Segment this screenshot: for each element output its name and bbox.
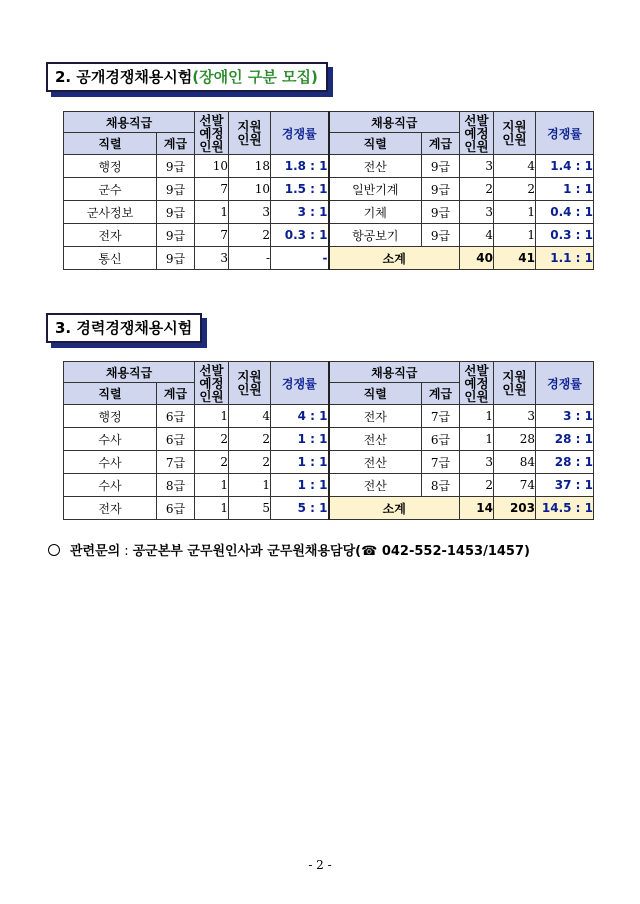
table-cell: 2 [229,224,271,247]
subtotal-label: 소계 [329,497,460,520]
table-cell: 0.4 : 1 [536,201,594,224]
table-cell: - [229,247,271,270]
header-text-line: 인원 [199,138,224,154]
table-cell: 9급 [157,178,195,201]
inquiry-text: 공군본부 군무원인사과 군무원채용담당(☎ 042-552-1453/1457) [132,544,530,559]
subtotal-applicants: 41 [494,247,536,270]
inquiry-separator: : [124,544,129,559]
table-cell: 전산 [329,428,422,451]
table-cell: 2 [195,451,229,474]
table-row [64,474,594,497]
header-applicants [229,112,271,155]
header-text-line: 인원 [199,388,224,404]
table-cell: 일반기계 [329,178,422,201]
header-job-grade: 채용직급 [64,362,195,383]
table-row [64,405,594,428]
table-cell: 5 : 1 [271,497,329,520]
subtotal-ratio: 14.5 : 1 [536,497,594,520]
table-row [64,201,594,224]
header-applicants [229,362,271,405]
header-planned [195,112,229,155]
table-cell: 9급 [157,201,195,224]
header-text-line: 예정 [464,375,489,391]
table-cell: 7 [195,224,229,247]
table-cell: 1.4 : 1 [536,155,594,178]
inquiry-label: 관련문의 [70,544,121,559]
table-cell: 수사 [64,428,157,451]
header-grade: 계급 [157,383,195,405]
table-cell: 1 [195,474,229,497]
table-cell: 28 : 1 [536,428,594,451]
table-cell: 0.3 : 1 [271,224,329,247]
header-job-grade: 채용직급 [329,362,460,383]
table-cell: 1 [460,405,494,428]
table-cell: 2 [195,428,229,451]
table-cell: 3 : 1 [536,405,594,428]
header-competition: 경쟁률 [271,112,329,155]
header-competition: 경쟁률 [536,112,594,155]
subtotal-ratio: 1.1 : 1 [536,247,594,270]
header-series: 직렬 [329,133,422,155]
table-row [64,451,594,474]
table-cell: 9급 [157,224,195,247]
table-cell: 3 : 1 [271,201,329,224]
table-cell: 9급 [422,155,460,178]
header-grade: 계급 [422,133,460,155]
table-cell: 1 : 1 [271,474,329,497]
table-cell: 전자 [329,405,422,428]
table-cell: 0.3 : 1 [536,224,594,247]
table-cell: 1 [195,497,229,520]
header-text-line: 지원 [237,369,262,384]
table-row [64,178,594,201]
table-cell: 6급 [157,405,195,428]
header-text-line: 선발 [464,362,489,378]
circle-bullet-icon [48,544,60,556]
header-competition: 경쟁률 [536,362,594,405]
section-2-title-main: 2. 공개경쟁채용시험 [55,68,193,86]
header-series: 직렬 [64,133,157,155]
table-cell: 행정 [64,405,157,428]
table-cell: 2 [229,428,271,451]
table-cell: 2 [494,178,536,201]
table-row [64,224,594,247]
header-text-line: 인원 [464,388,489,404]
header-text-line: 예정 [199,375,224,391]
table-cell: 6급 [157,497,195,520]
table-cell: 전자 [64,497,157,520]
section-3-title: 3. 경력경쟁채용시험 [46,313,202,343]
table-cell: 7급 [157,451,195,474]
header-series: 직렬 [64,383,157,405]
table-cell: 3 [460,155,494,178]
table-cell: 7 [195,178,229,201]
table-cell: 10 [229,178,271,201]
section-2-title-highlight: (장애인 구분 모집) [192,68,318,86]
header-planned [460,112,494,155]
table-cell: 2 [229,451,271,474]
header-competition: 경쟁률 [271,362,329,405]
table-cell: 1 : 1 [271,428,329,451]
table-cell: 1 [229,474,271,497]
table-cell: 1 [195,405,229,428]
table-cell: 1 [460,428,494,451]
table-cell: 2 [460,474,494,497]
table-cell: 4 : 1 [271,405,329,428]
header-text-line: 인원 [502,132,527,147]
table-cell: 7급 [422,405,460,428]
table-cell: 8급 [422,474,460,497]
table-cell: 군수 [64,178,157,201]
header-series: 직렬 [329,383,422,405]
header-job-grade: 채용직급 [329,112,460,133]
table-cell: 3 [195,247,229,270]
table-cell: 1 [494,224,536,247]
table-open-competition [63,111,594,270]
table-cell: 8급 [157,474,195,497]
header-text-line: 인원 [237,132,262,147]
table-cell: 기체 [329,201,422,224]
table-cell: 1 [195,201,229,224]
table-cell: 37 : 1 [536,474,594,497]
header-text-line: 예정 [464,125,489,141]
header-text-line: 지원 [502,119,527,134]
table-cell: 1 [494,201,536,224]
table-cell: 항공보기 [329,224,422,247]
header-applicants [494,362,536,405]
header-grade: 계급 [157,133,195,155]
header-text-line: 인원 [237,382,262,397]
header-text-line: 인원 [464,138,489,154]
table-cell: 전산 [329,474,422,497]
header-text-line: 선발 [464,112,489,128]
header-text-line: 지원 [502,369,527,384]
table-cell: 군사정보 [64,201,157,224]
table-cell: 1 : 1 [536,178,594,201]
header-text-line: 선발 [199,362,224,378]
table-cell: 6급 [157,428,195,451]
inquiry-line [48,540,530,559]
table-cell: 84 [494,451,536,474]
subtotal-applicants: 203 [494,497,536,520]
table-cell: 28 : 1 [536,451,594,474]
table-cell: 전산 [329,155,422,178]
table-cell: 3 [460,451,494,474]
table-cell: 2 [460,178,494,201]
table-cell: 9급 [422,201,460,224]
table-cell: - [271,247,329,270]
table-cell: 4 [229,405,271,428]
table-cell: 1 : 1 [271,451,329,474]
header-grade: 계급 [422,383,460,405]
header-text-line: 인원 [502,382,527,397]
table-cell: 행정 [64,155,157,178]
table-cell: 통신 [64,247,157,270]
header-text-line: 지원 [237,119,262,134]
table-cell: 4 [460,224,494,247]
header-planned [460,362,494,405]
subtotal-planned: 14 [460,497,494,520]
header-planned [195,362,229,405]
table-row [64,155,594,178]
table-cell: 전산 [329,451,422,474]
subtotal-planned: 40 [460,247,494,270]
table-cell: 3 [460,201,494,224]
section-2-title [46,62,328,92]
table-cell: 4 [494,155,536,178]
table-career-competition [63,361,594,520]
table-cell: 수사 [64,451,157,474]
table-row [64,428,594,451]
table-cell: 수사 [64,474,157,497]
table-cell: 18 [229,155,271,178]
table-cell: 3 [229,201,271,224]
table-cell: 3 [494,405,536,428]
header-job-grade: 채용직급 [64,112,195,133]
table-cell: 74 [494,474,536,497]
table-cell: 1.8 : 1 [271,155,329,178]
table-cell: 9급 [157,247,195,270]
header-applicants [494,112,536,155]
page-number: - 2 - [308,858,332,872]
table-cell: 10 [195,155,229,178]
header-text-line: 예정 [199,125,224,141]
table-cell: 6급 [422,428,460,451]
table-cell: 5 [229,497,271,520]
table-row [64,497,594,520]
table-cell: 1.5 : 1 [271,178,329,201]
table-cell: 28 [494,428,536,451]
table-cell: 7급 [422,451,460,474]
table-cell: 9급 [422,224,460,247]
header-text-line: 선발 [199,112,224,128]
table-cell: 9급 [422,178,460,201]
table-row [64,247,594,270]
subtotal-label: 소계 [329,247,460,270]
table-cell: 전자 [64,224,157,247]
table-cell: 9급 [157,155,195,178]
